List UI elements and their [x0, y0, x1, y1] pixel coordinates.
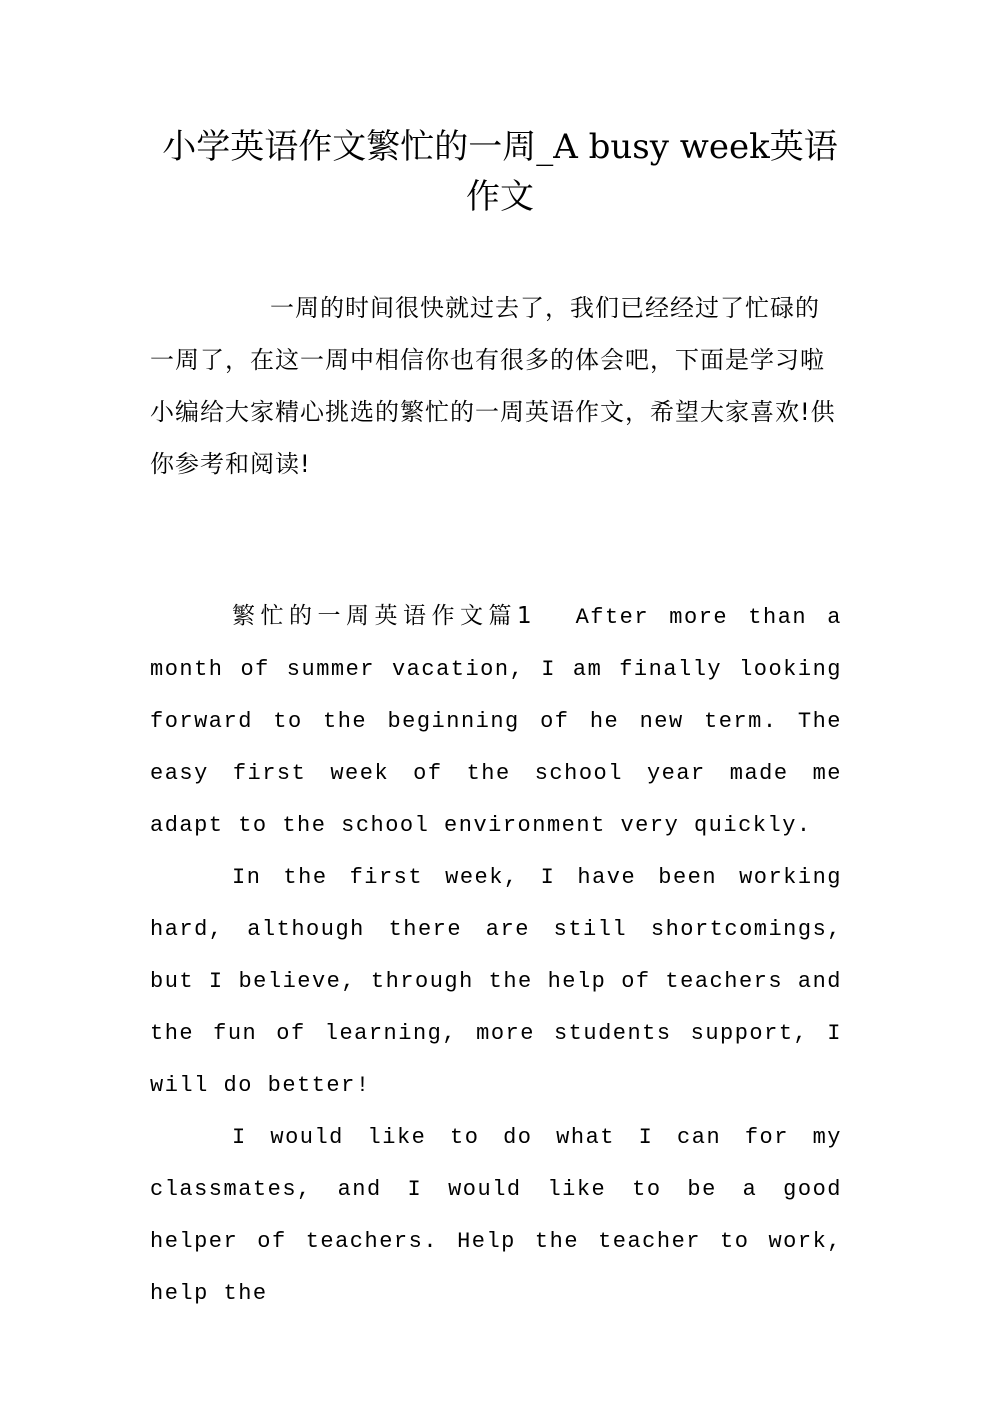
essay-paragraph-2: In the first week, I have been working hard, although there are still shortcomings, but I believe, through the help of teachers and the fun of learning, more students support, I will do better!	[150, 865, 842, 1098]
essay-paragraph-1	[150, 590, 842, 852]
essay-body	[150, 590, 842, 1320]
section-heading: 繁忙的一周英语作文篇1	[232, 603, 532, 629]
paragraph-text-1: After more than a month of summer vacation, I am finally looking forward to the beginning of he new term. The easy first week of the school year made me adapt to the school environment very quickly.	[150, 605, 842, 838]
document-title: 小学英语作文繁忙的一周_A busy week英语作文	[162, 127, 838, 217]
essay-paragraph-3: I would like to do what I can for my classmates, and I would like to be a good helper of teachers. Help the teacher to work, help the	[150, 1125, 842, 1306]
intro-paragraph	[150, 282, 842, 490]
intro-text: 一周的时间很快就过去了，我们已经经过了忙碌的一周了，在这一周中相信你也有很多的体会吧，下面是学习啦小编给大家精心挑选的繁忙的一周英语作文，希望大家喜欢!供你参考和阅读!	[150, 294, 836, 478]
